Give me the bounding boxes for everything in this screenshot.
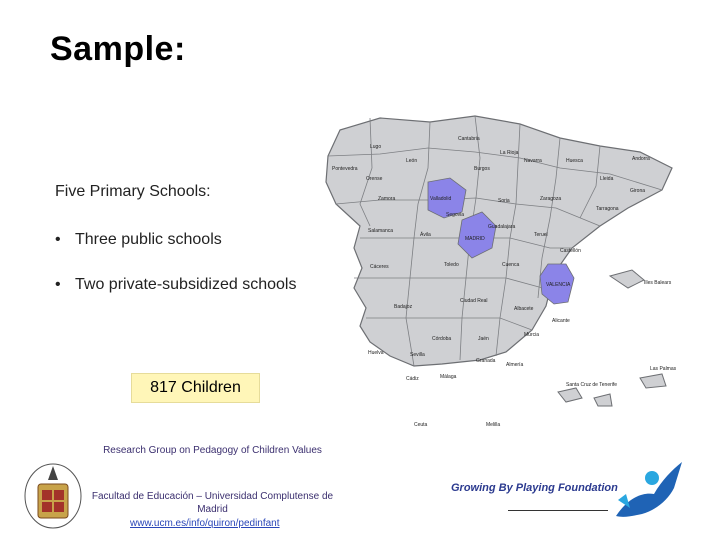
label-teruel: Teruel [534, 232, 548, 238]
label-cantabria: Cantabria [458, 136, 480, 142]
label-avila: Ávila [420, 232, 431, 238]
label-las-palmas: Las Palmas [650, 366, 677, 372]
label-melilla: Melilla [486, 422, 501, 428]
label-guadalajara: Guadalajara [488, 224, 516, 230]
label-cadiz: Cádiz [406, 376, 419, 382]
children-count: 817 Children [150, 379, 241, 396]
label-orense: Orense [366, 176, 383, 182]
label-castellon: Castellón [560, 248, 581, 254]
label-sevilla: Sevilla [410, 352, 425, 358]
label-alicante: Alicante [552, 318, 570, 324]
spain-provinces-map [310, 108, 710, 433]
label-valencia: VALENCIA [546, 282, 571, 288]
label-jaen: Jaén [478, 336, 489, 342]
label-andorra: Andorra [632, 156, 650, 162]
label-malaga: Málaga [440, 374, 457, 380]
label-soria: Soria [498, 198, 510, 204]
label-girona: Girona [630, 188, 646, 194]
bullet-public-schools [55, 231, 222, 249]
label-cuenca: Cuenca [502, 262, 520, 268]
bullet-glyph: • [55, 231, 61, 248]
label-granada: Granada [476, 358, 496, 364]
las-palmas-island [640, 374, 666, 388]
schools-heading: Five Primary Schools: [55, 183, 211, 200]
bullet-text: Three public schools [75, 231, 222, 248]
label-burgos: Burgos [474, 166, 490, 172]
label-tarragona: Tarragona [596, 206, 619, 212]
label-murcia: Murcia [524, 332, 540, 338]
label-segovia: Segovia [446, 212, 465, 218]
label-ceuta: Ceuta [414, 422, 428, 428]
label-huesca: Huesca [566, 158, 583, 164]
label-zamora: Zamora [378, 196, 396, 202]
label-salamanca: Salamanca [368, 228, 394, 234]
label-huelva: Huelva [368, 350, 384, 356]
label-zaragoza: Zaragoza [540, 196, 562, 202]
group-website-link[interactable]: www.ucm.es/info/quiron/pedinfant [130, 518, 280, 529]
divider [508, 510, 608, 511]
label-badajoz: Badajoz [394, 304, 413, 310]
label-caceres: Cáceres [370, 264, 389, 270]
slide-title: Sample: [50, 30, 186, 68]
foundation-logo-icon [612, 458, 690, 524]
label-lleida: Lleida [600, 176, 614, 182]
label-valladolid: Valladolid [430, 196, 452, 202]
foundation-name: Growing By Playing Foundation [451, 482, 618, 494]
label-lugo: Lugo [370, 144, 382, 150]
university-crest [22, 462, 84, 536]
bullet-glyph: • [55, 276, 61, 293]
label-madrid: MADRID [465, 236, 485, 242]
label-toledo: Toledo [444, 262, 459, 268]
label-ciudad-real: Ciudad Real [460, 298, 488, 304]
children-count-box [131, 373, 260, 403]
research-group-name: Research Group on Pedagogy of Children Values [103, 445, 322, 456]
label-leon: León [406, 158, 418, 164]
label-albacete: Albacete [514, 306, 534, 312]
bullet-text: Two private-subsidized schools [75, 276, 297, 293]
label-cordoba: Córdoba [432, 336, 452, 342]
bullet-private-schools [55, 276, 296, 294]
faculty-name: Facultad de Educación – Universidad Complutense de Madrid [91, 491, 334, 515]
label-larioja: La Rioja [500, 150, 519, 156]
label-almeria: Almería [506, 362, 524, 368]
canary-islands [558, 388, 612, 406]
balearic-islands [610, 270, 644, 288]
label-navarra: Navarra [524, 158, 542, 164]
label-pontevedra: Pontevedra [332, 166, 358, 172]
label-santa-cruz: Santa Cruz de Tenerife [566, 382, 618, 388]
label-illes-balears: Illes Balears [644, 280, 672, 286]
